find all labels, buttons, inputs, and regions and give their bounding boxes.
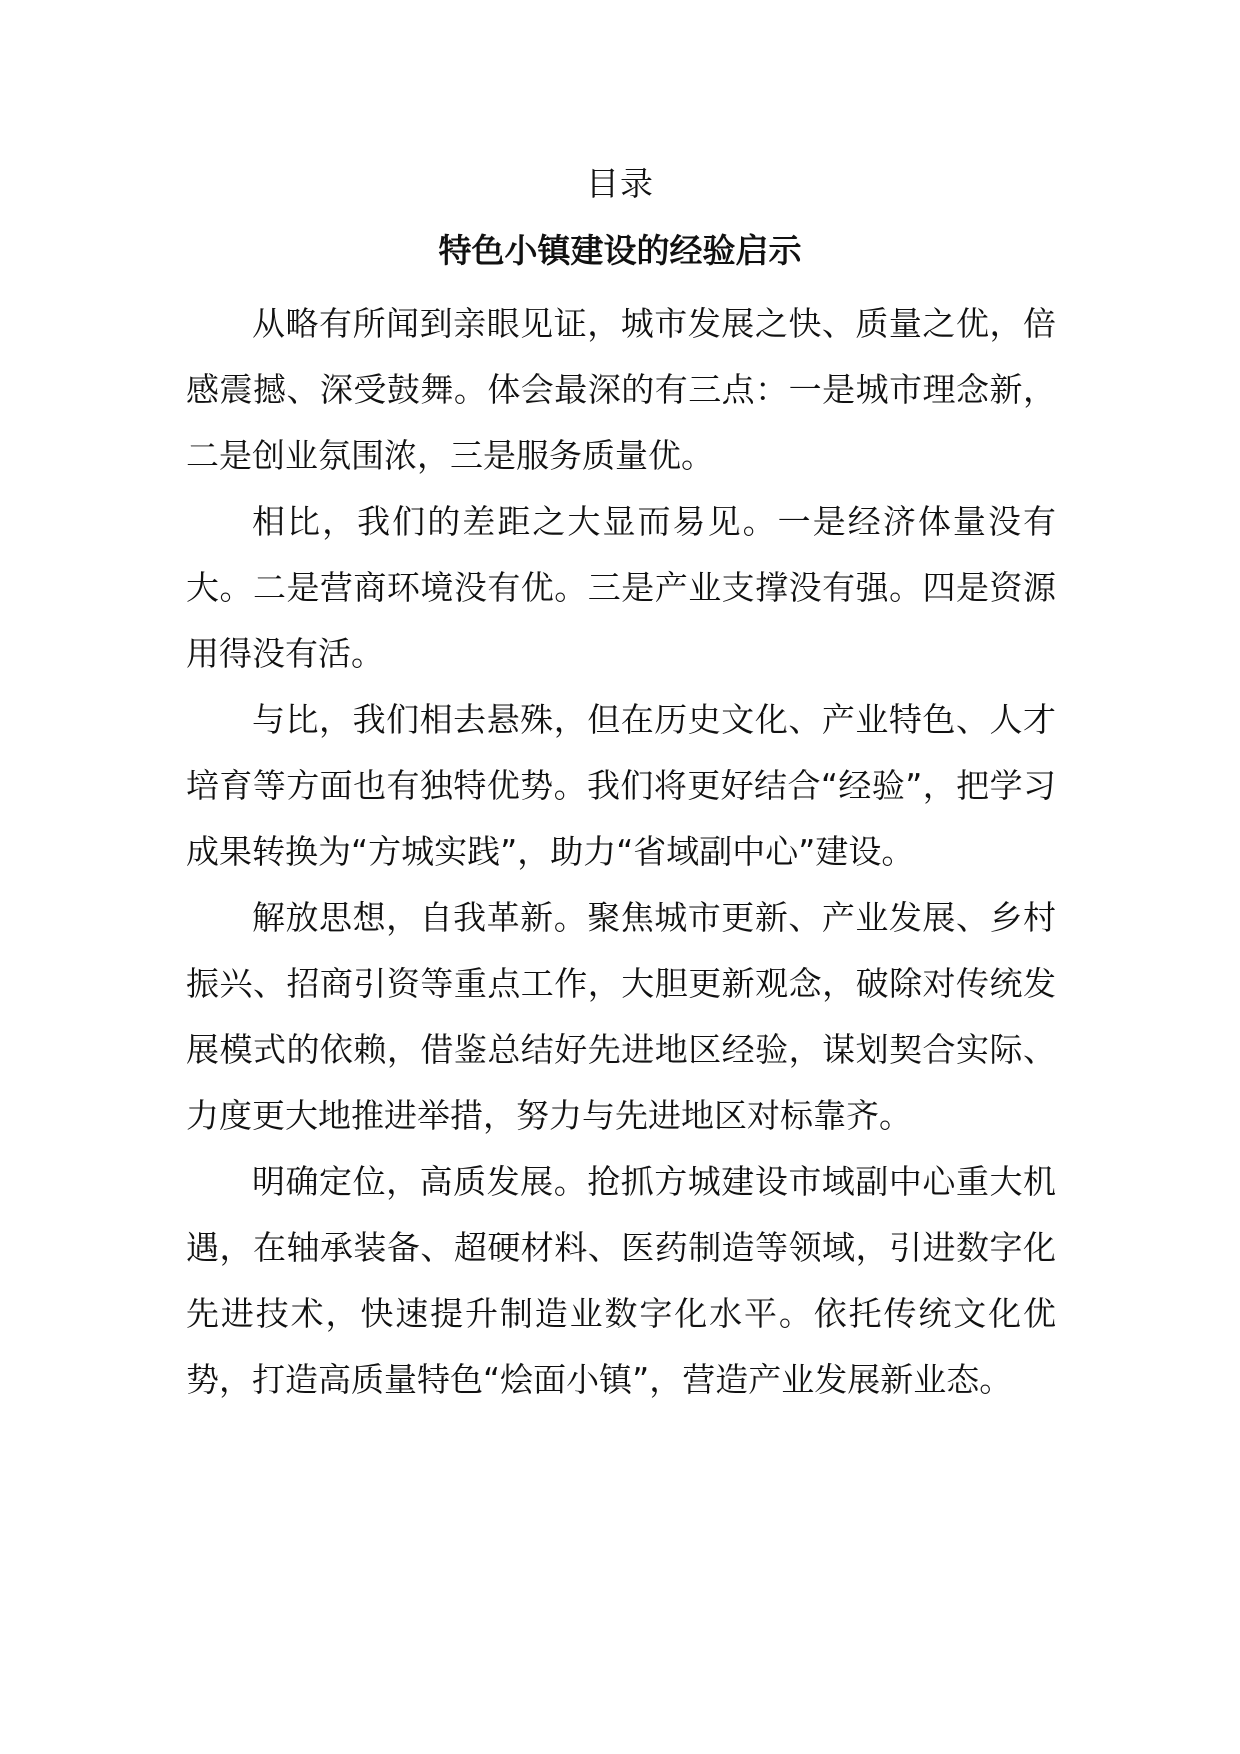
paragraph-2: 相比，我们的差距之大显而易见。一是经济体量没有大。二是营商环境没有优。三是产业支撑没有强。四是资源用得没有活。 bbox=[186, 502, 1056, 673]
paragraph-5: 明确定位，高质发展。抢抓方城建设市域副中心重大机遇，在轴承装备、超硬材料、医药制造等领域，引进数字化先进技术，快速提升制造业数字化水平。依托传统文化优势，打造高质量特色“烩面小镇”，营造产业发展新业态。 bbox=[186, 1162, 1056, 1399]
paragraph-1: 从略有所闻到亲眼见证，城市发展之快、质量之优，倍感震撼、深受鼓舞。体会最深的有三点：一是城市理念新，二是创业氛围浓，三是服务质量优。 bbox=[186, 304, 1056, 475]
paragraph-4: 解放思想，自我革新。聚焦城市更新、产业发展、乡村振兴、招商引资等重点工作，大胆更新观念，破除对传统发展模式的依赖，借鉴总结好先进地区经验，谋划契合实际、力度更大地推进举措，努力与先进地区对标靠齐。 bbox=[186, 898, 1056, 1135]
paragraph-3: 与比，我们相去悬殊，但在历史文化、产业特色、人才培育等方面也有独特优势。我们将更好结合“经验”，把学习成果转换为“方城实践”，助力“省域副中心”建设。 bbox=[186, 700, 1056, 871]
toc-heading: 目录 bbox=[586, 164, 654, 203]
document-body bbox=[186, 291, 1056, 1413]
document-title: 特色小镇建设的经验启示 bbox=[438, 231, 802, 270]
